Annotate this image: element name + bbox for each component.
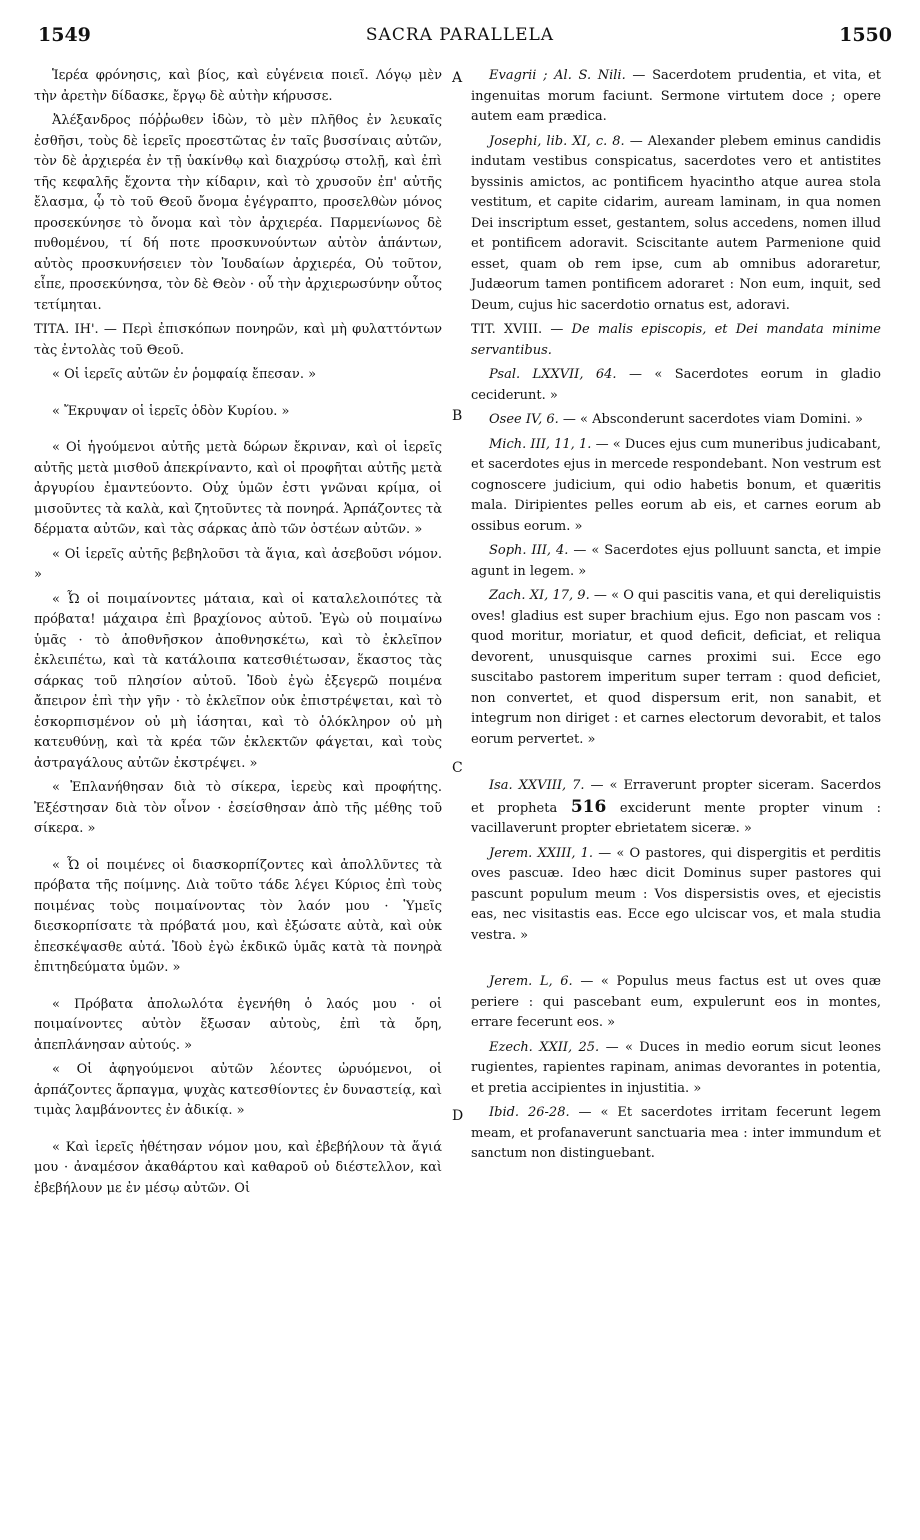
latin-entry [471, 844, 881, 947]
margin-letter-b: B [452, 408, 463, 424]
greek-paragraph: Ἀλέξανδρος πόῤῥωθεν ἰδὼν, τὸ μὲν πλῆθος ἐν λευκαῖς ἐσθῆσι, τοὺς δὲ ἱερεῖς προεστῶτας ἐν ταῖς βυσσίναις αὐτῶν, τὸν δὲ ἀρχιερέα ἐν τῇ ὑακίνθῳ καὶ διαχρύσῳ στολῇ, καὶ ἐπὶ τῆς κεφαλῆς ἔχοντα τὴν κίδαριν, καὶ τὸ χρυσοῦν ἐπ' αὐτῆς ἔλασμα, ᾧ τὸ τοῦ Θεοῦ ὄνομα ἐγέγραπτο, προσελθὼν μόνος προσεκύνησε τὸ ὄνομα καὶ τὸν ἀρχιερέα. Παρμενίωνος δὲ πυθομένου, τί δή ποτε προσκυνούντων αὐτὸν ἁπάντων, αὐτὸς προσκυνήσειεν τὸν Ἰουδαίων ἀρχιερέα, Οὐ τοῦτον, εἶπε, προσεκύνησα, τὸν δὲ Θεὸν · οὗ τὴν ἀρχιερωσύνην οὗτος τετίμηται. [34, 113, 442, 313]
latin-text: — Alexander plebem eminus candidis indutam vestibus conspicatus, sacerdotes vero et antistites byssinis amictos, ac pontificem hyacintho atque aurea stola vestitum, et capite cidarim, auream laminam, in qua nomen Dei inscriptum esset, gestantem, solus accedens, nomen illud et pontificem adoravit. Sciscitante autem Parmenione quid esset, quam ob rem ipse, cum ab omnibus adoraretur, Judæorum tamen pontificem adoraret : Non eum, inquit, sed Deum, cujus hic sacerdotio ornatus est, adoravi. [471, 133, 881, 313]
latin-paragraph [471, 132, 881, 317]
greek-quote: « Ἔκρυψαν οἱ ἱερεῖς ὁδὸν Κυρίου. » [52, 403, 290, 419]
latin-text: — « Sacerdotes ejus polluunt sancta, et impie agunt in legem. » [471, 543, 882, 579]
latin-entry [471, 1038, 881, 1100]
greek-quote: « Οἱ ἡγούμενοι αὐτῆς μετὰ δώρων ἔκριναν, καὶ οἱ ἱερεῖς αὐτῆς μετὰ μισθοῦ ἀπεκρίναντο, καὶ οἱ προφῆται αὐτῆς μετὰ ἀργυρίου ἐμαντεύοντο. Οὐχ ὑμῶν ἐστι γνῶναι κρίμα, οἱ μισοῦντες τὰ καλὰ, καὶ ζητοῦντες τὰ πονηρά. Ἁρπάζοντες τὰ δέρματα αὐτῶν, καὶ τὰς σάρκας ἀπὸ τῶν ὀστέων αὐτῶν. » [34, 440, 442, 537]
latin-title [471, 320, 881, 361]
latin-text: — « Et sacerdotes irritam fecerunt legem meam, et profanaverunt sanctuaria mea : inter immundum et sanctum non distinguebant. [471, 1105, 882, 1161]
latin-entry [471, 586, 881, 750]
column-number: 516 [570, 796, 607, 817]
latin-text: — « Populus meus factus est ut oves quæ periere : qui pascebant eum, expulerunt eos in montes, errare fecerunt eos. » [471, 974, 881, 1030]
running-title: SACRA PARALLELA [365, 25, 555, 45]
greek-quote: « Οἱ ἱερεῖς αὐτῆς βεβηλοῦσι τὰ ἅγια, καὶ ἀσεβοῦσι νόμον. » [34, 546, 442, 582]
latin-text: — « Duces in medio eorum sicut leones rugientes, rapientes rapinam, animas devorantes in potentia, et pretia accipientes in injustitia. » [471, 1039, 882, 1096]
latin-text: — Sacerdotem prudentia, et vita, et ingenuitas morum faciunt. Sermone virtutem doce ; opere autem eam prædica. [471, 68, 881, 124]
greek-quote: « Οἱ ἀφηγούμενοι αὐτῶν λέοντες ὠρυόμενοι, οἱ ἁρπάζοντες ἅρπαγμα, ψυχὰς κατεσθίοντες ἐν δυναστείᾳ, καὶ τιμὰς λαμβάνοντες ἐν ἀδικίᾳ. » [34, 1062, 442, 1118]
greek-column [34, 66, 442, 1203]
source-ref: Osee IV, 6. [489, 412, 559, 427]
greek-paragraph: Ἱερέα φρόνησις, καὶ βίος, καὶ εὐγένεια ποιεῖ. Λόγῳ μὲν τὴν ἀρετὴν δίδασκε, ἔργῳ δὲ αὐτὴν κήρυσσε. [34, 68, 442, 104]
source-ref: Soph. III, 4. [489, 543, 569, 558]
latin-entry [471, 1103, 881, 1165]
source-ref: Ezech. XXII, 25. [489, 1039, 600, 1055]
latin-paragraph [471, 66, 881, 128]
title-label: TIT. XVIII. — [471, 322, 564, 337]
latin-text: — « Erraverunt propter siceram. Sacerdos et propheta [471, 778, 882, 816]
greek-quote: « Οἱ ἱερεῖς αὐτῶν ἐν ῥομφαίᾳ ἔπεσαν. » [52, 367, 317, 382]
latin-entry [471, 776, 881, 840]
latin-text: — « Duces ejus cum muneribus judicabant, et sacerdotes ejus in mercede respondebant. Non vestrum est cognoscere judicium, qui odio habetis bonum, et quæritis mala. Diripientes pelles eorum ab eis, et carnes eorum ab ossibus eorum. » [471, 436, 882, 534]
source-ref: Evagrii ; Al. S. Nili. [489, 68, 626, 83]
margin-letter-c: C [452, 760, 463, 776]
page-number-right: 1550 [839, 24, 892, 46]
margin-letter-d: D [452, 1108, 464, 1124]
latin-entry [471, 365, 881, 406]
greek-quote: « Ὦ οἱ ποιμένες οἱ διασκορπίζοντες καὶ ἀπολλῦντες τὰ πρόβατα τῆς ποίμνης. Διὰ τοῦτο τάδε λέγει Κύριος ἐπὶ τοὺς ποιμένας τοὺς ποιμαίνοντας τὸν λαόν μου · Ὑμεῖς διεσκορπίσατε τὰ πρόβατά μου, καὶ ἐξώσατε αὐτὰ, καὶ οὐκ ἐπεσκέψασθε αὐτά. Ἰδοὺ ἐγὼ ἐκδικῶ ὑμᾶς κατὰ τὰ πονηρὰ ἐπιτηδεύματα ὑμῶν. » [34, 857, 442, 975]
greek-quote: « Πρόβατα ἀπολωλότα ἐγενήθη ὁ λαός μου · οἱ ποιμαίνοντες αὐτὸν ἔξωσαν αὐτοὺς, ἐπὶ τὰ ὄρη, ἀπεπλάνησαν αὐτούς. » [34, 996, 442, 1053]
latin-entry [471, 435, 881, 538]
latin-text: — « O qui pascitis vana, et qui dereliquistis oves! gladius est super brachium ejus. Ego non pascam vos : quod moritur, moriatur, et quod deficit, deficiat, et reliqua devorent, unusquisque carnes proximi sui. Ecce ego suscitabo pastorem imperitum super terram : quod deficiet, non convertet, et quod dispersum erit, non sanabit, et integrum non diriget : et carnes electorum devorabit, et talos eorum pervertet. » [471, 588, 881, 747]
latin-column [471, 66, 881, 1169]
source-ref: Jerem. L, 6. [489, 974, 573, 989]
source-ref: Isa. XXVIII, 7. [489, 778, 585, 793]
greek-quote: « Ὦ οἱ ποιμαίνοντες μάταια, καὶ οἱ καταλελοιπότες τὰ πρόβατα! μάχαιρα ἐπὶ βραχίονος αὐτοῦ. Ἐγὼ οὐ ποιμαίνω ὑμᾶς · τὸ ἀποθνῆσκον ἀποθνησκέτω, καὶ τὸ ἐκλεῖπον ἐκλειπέτω, καὶ τὰ κατάλοιπα κατεσθιέτωσαν, ἕκαστος τὰς σάρκας τοῦ πλησίον αὐτοῦ. Ἰδοὺ ἐγὼ ἐξεγερῶ ποιμένα ἄπειρον ἐπὶ τὴν γῆν · τὸ ἐκλεῖπον οὐκ ἐπιστρέψεται, καὶ τὸ ἐσκορπισμένον οὐ μὴ ἰάσηται, καὶ τὸ ὁλόκληρον οὐ μὴ κατευθύνῃ, καὶ τὰ κρέα τῶν ἐκλεκτῶν φάγεται, καὶ τοὺς ἀστραγάλους αὐτῶν ἐκστρέψει. » [34, 591, 442, 771]
margin-letter-a: A [452, 70, 463, 86]
source-ref: Mich. III, 11, 1. [489, 436, 592, 452]
source-ref: Psal. LXXVII, 64. [489, 367, 617, 382]
latin-text: exciderunt mente propter vinum : vacillaverunt propter ebrietatem siceræ. » [471, 800, 881, 836]
latin-text: — « Absconderunt sacerdotes viam Domini. » [562, 412, 864, 427]
latin-text: — « Sacerdotes eorum in gladio ceciderunt. » [471, 367, 881, 403]
latin-text: — « O pastores, qui dispergitis et perditis oves pascuæ. Ideo hæc dicit Dominus super pastores qui pascunt populum meum : Vos dispersistis oves, et ejecistis eas, nec visitastis eas. Ecce ego ulciscar vos, et mala studia vestra. » [471, 845, 881, 943]
page-number-left: 1549 [38, 24, 91, 46]
source-ref: Zach. XI, 17, 9. [489, 588, 590, 603]
source-ref: Ibid. 26-28. [489, 1105, 570, 1120]
greek-title: TITA. IH'. — Περὶ ἐπισκόπων πονηρῶν, καὶ μὴ φυλαττόντων τὰς ἐντολὰς τοῦ Θεοῦ. [34, 322, 442, 358]
latin-entry [471, 541, 881, 582]
greek-quote: « Ἐπλανήθησαν διὰ τὸ σίκερα, ἱερεὺς καὶ προφήτης. Ἐξέστησαν διὰ τὸν οἶνον · ἐσείσθησαν ἀπὸ τῆς μέθης τοῦ σίκερα. » [34, 780, 442, 836]
latin-entry [471, 410, 881, 431]
source-ref: Jerem. XXIII, 1. [489, 845, 594, 861]
latin-entry [471, 972, 881, 1034]
title-text: De malis episcopis, et Dei mandata minime servantibus. [471, 322, 881, 358]
page-header [0, 0, 920, 46]
source-ref: Josephi, lib. XI, c. 8. [489, 133, 625, 149]
greek-quote: « Καὶ ἱερεῖς ἠθέτησαν νόμον μου, καὶ ἐβεβήλουν τὰ ἅγιά μου · ἀναμέσον ἀκαθάρτου καὶ καθαροῦ οὐ διέστελλον, καὶ ἐβεβήλουν με ἐν μέσῳ αὐτῶν. Οἱ [34, 1139, 442, 1196]
